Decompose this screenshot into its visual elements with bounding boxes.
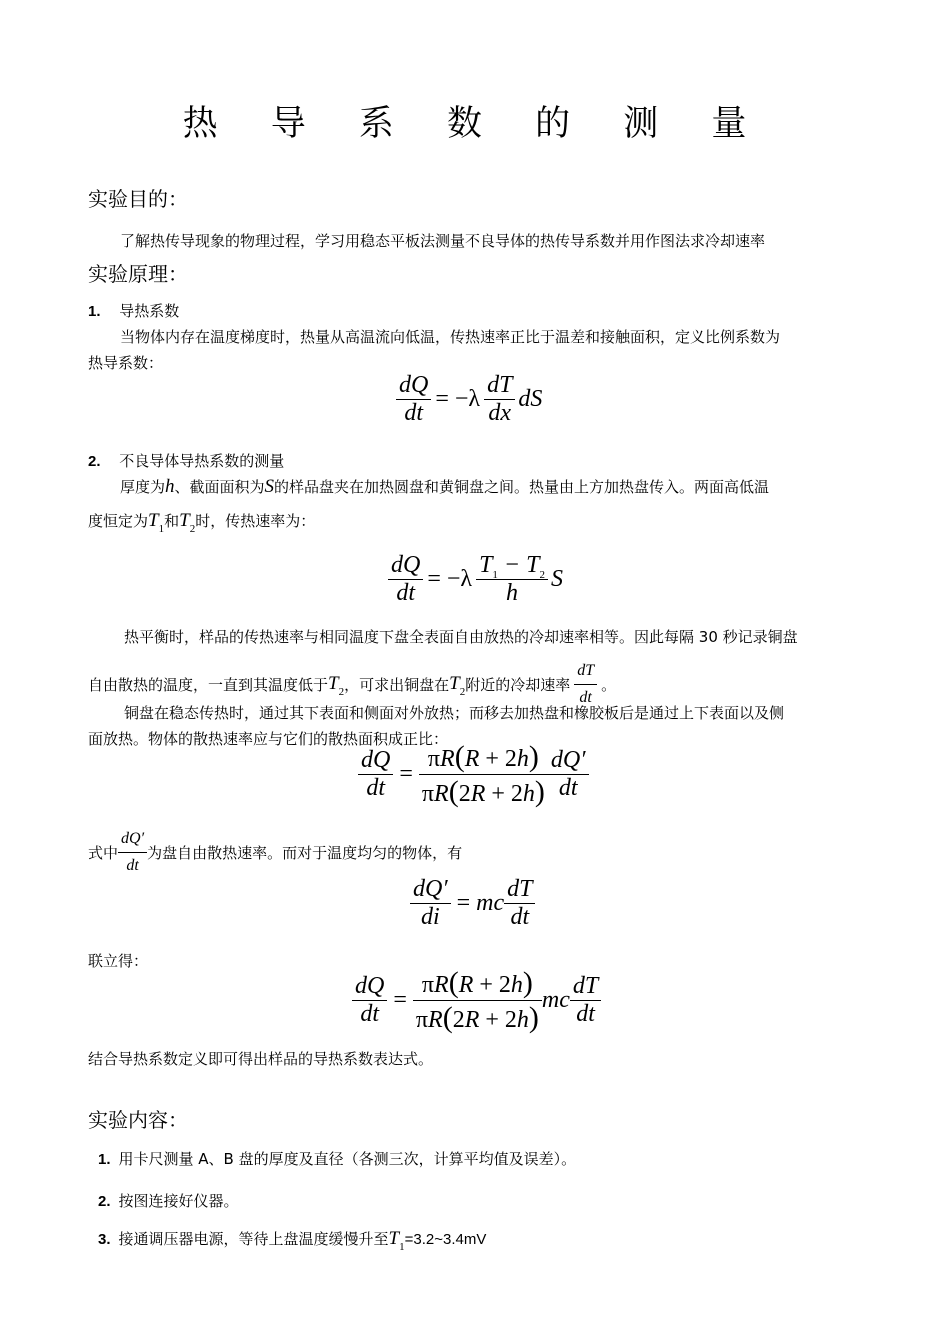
item2-text-a: 厚度为h、截面面积为S的样品盘夹在加热圆盘和黄铜盘之间。热量由上方加热盘传入。两面高低温 [120,476,770,497]
para7: 结合导热系数定义即可得出样品的导热系数表达式。 [88,1050,434,1068]
para5: 式中 $\frac{dQ'}{dt}$ 为盘自由散热速率。而对于温度均匀的物体，有 [88,826,462,879]
purpose-text: 了解热传导现象的物理过程，学习用稳态平板法测量不良导体的热传导系数并用作图法求冷却速率 [120,232,766,250]
item1-text-a: 当物体内存在温度梯度时，热量从高温流向低温，传热速率正比于温差和接触面积，定义比例系数为 [120,328,781,346]
para4-a: 铜盘在稳态传热时，通过其下表面和侧面对外放热；而移去加热盘和橡胶板后是通过上下表面以及侧 [124,704,785,722]
principle-item-1 [88,298,179,325]
content-item-1: 1. 用卡尺测量 A、B 盘的厚度及直径（各测三次，计算平均值及误差）。 [98,1150,577,1168]
item-number: 1. [88,303,101,320]
content-heading: 实验内容： [88,1108,188,1132]
equation-heat-conduction: $\frac{dQ}{dt}$ = −λ $\frac{dT}{dx}$ dS [396,372,542,427]
item-title: 导热系数 [119,302,180,320]
item-number: 2. [88,453,101,470]
item2-text-b: 度恒定为$T_1$和$T_2$时，传热速率为： [88,510,316,535]
equation-heat-capacity: $\frac{dQ'}{di}$ = mc $\frac{dT}{dt}$ [410,876,535,931]
para4-b: 面放热。物体的散热速率应与它们的散热面积成正比： [88,730,449,748]
content-item-2: 2. 按图连接好仪器。 [98,1192,239,1210]
para3-b: 自由散热的温度，一直到其温度低于 $T_2$ ，可求出铜盘在 $T_2$ 附近的冷却速率 $\frac{dT}{dt}$ 。 [88,658,616,711]
equation-area-ratio: $\frac{dQ}{dt}$ = $\frac{\pi R(R + 2h)}{\pi R(2R + 2h)}$ $\frac{dQ'}{dt}$ [358,740,589,809]
item1-text-b: 热导系数： [88,354,164,372]
para6: 联立得： [88,952,149,970]
principle-item-2 [88,448,284,475]
purpose-heading: 实验目的： [88,187,188,211]
item-title: 不良导体导热系数的测量 [119,452,285,470]
principle-heading: 实验原理： [88,262,188,286]
content-item-3: 3. 接通调压器电源，等待上盘温度缓慢升至$T_1=3.2\sim 3.4mV$ [98,1228,487,1253]
equation-combined: $\frac{dQ}{dt}$ = $\frac{\pi R(R + 2h)}{\pi R(2R + 2h)}$ mc $\frac{dT}{dt}$ [352,966,601,1035]
equation-transfer-rate: $\frac{dQ}{dt}$ = −λ $\frac{T_1 - T_2}{h}$ S [388,552,563,607]
para3-a: 热平衡时，样品的传热速率与相同温度下盘全表面自由放热的冷却速率相等。因此每隔 30 秒记录铜盘 [124,628,798,646]
page-title: 热 导 系 数 的 测 量 [182,104,768,144]
